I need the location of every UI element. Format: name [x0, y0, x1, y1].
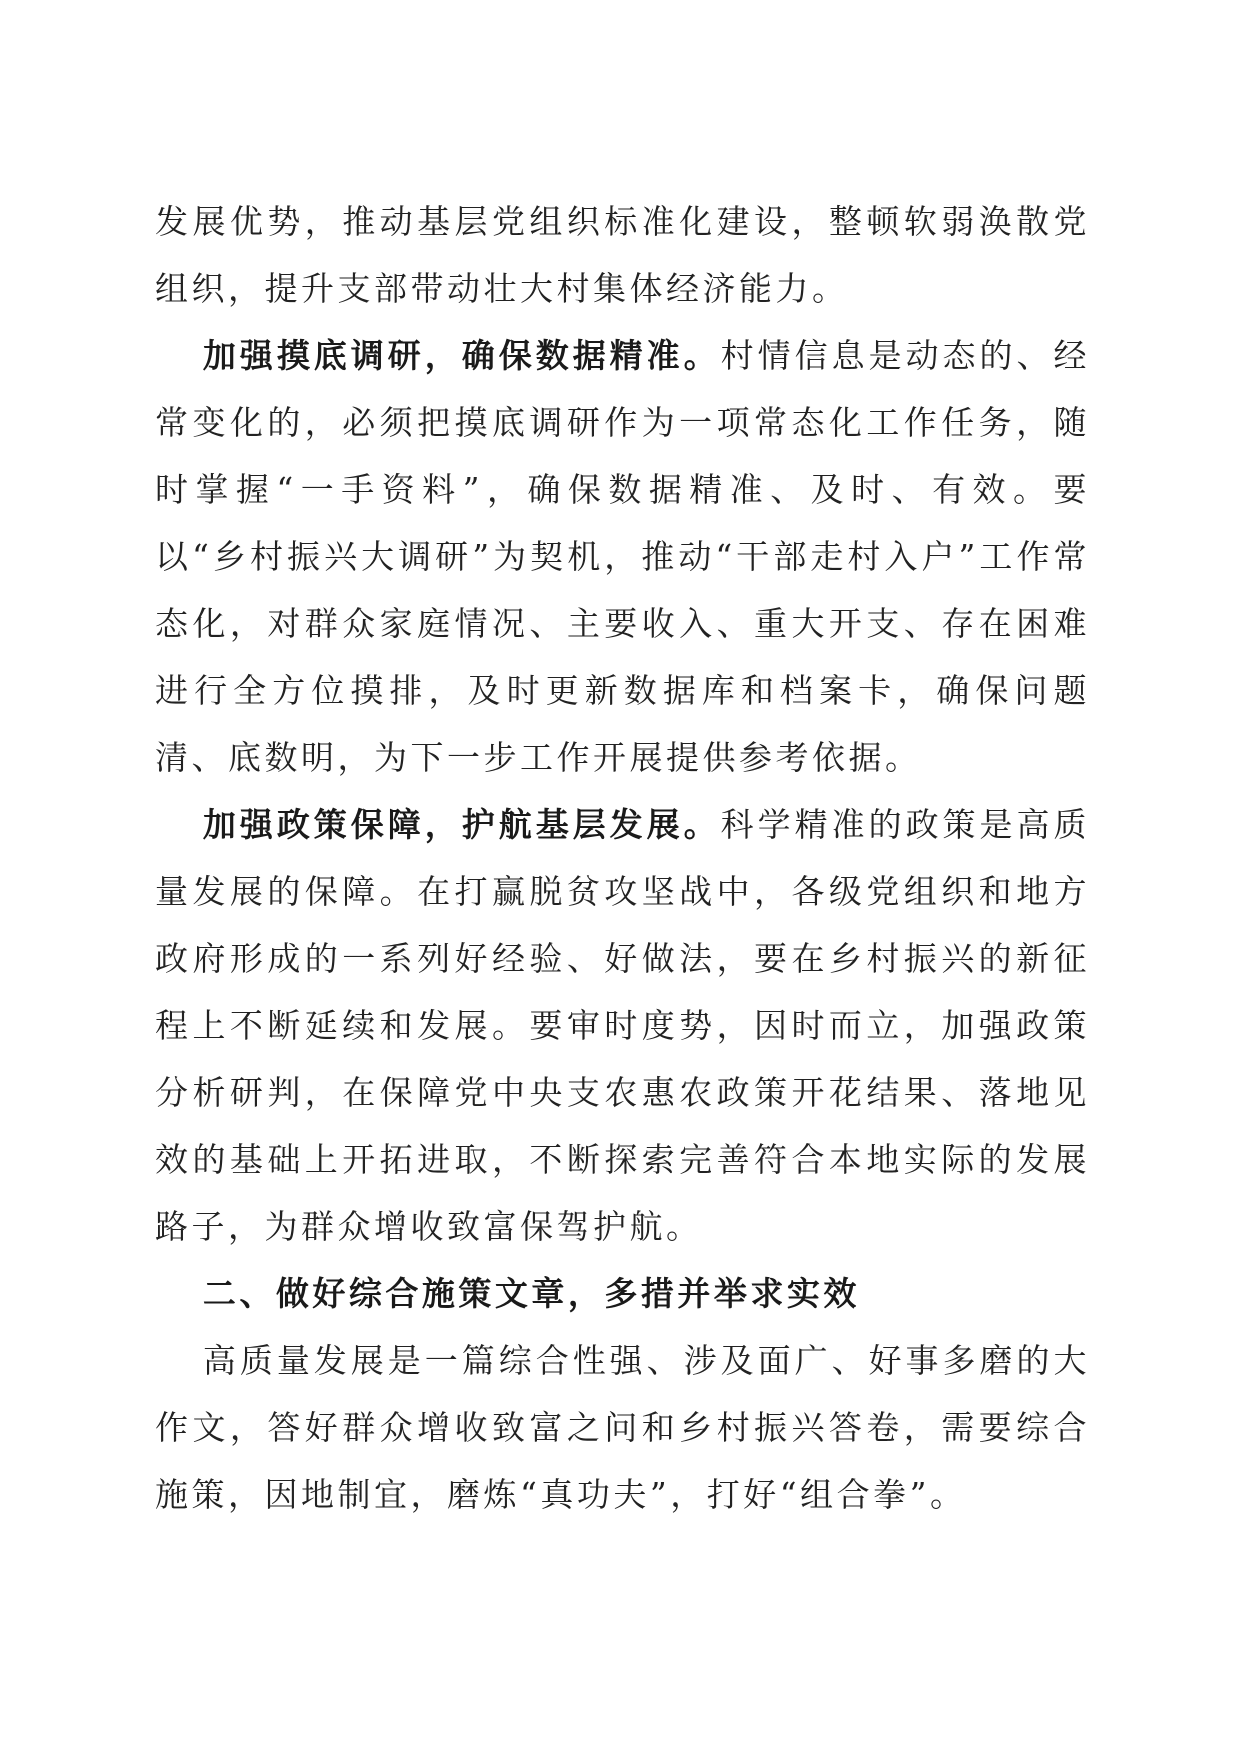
section-heading: 二、做好综合施策文章，多措并举求实效 — [202, 1274, 860, 1313]
paragraph-policy — [155, 791, 1090, 1260]
paragraph-survey — [155, 322, 1090, 791]
paragraph-text: 发展优势，推动基层党组织标准化建设，整顿软弱涣散党组织，提升支部带动壮大村集体经济能力。 — [155, 202, 1090, 308]
paragraph-continuation — [155, 188, 1090, 322]
paragraph-section-intro — [155, 1327, 1090, 1528]
paragraph-text: 高质量发展是一篇综合性强、涉及面广、好事多磨的大作文，答好群众增收致富之问和乡村振兴答卷，需要综合施策，因地制宜，磨炼“真功夫”，打好“组合拳”。 — [155, 1341, 1090, 1514]
paragraph-text: 科学精准的政策是高质量发展的保障。在打赢脱贫攻坚战中，各级党组织和地方政府形成的一系列好经验、好做法，要在乡村振兴的新征程上不断延续和发展。要审时度势，因时而立，加强政策分析研判，在保障党中央支农惠农政策开花结果、落地见效的基础上开拓进取，不断探索完善符合本地实际的发展路子，为群众增收致富保驾护航。 — [155, 805, 1091, 1246]
document-page — [155, 188, 1090, 1528]
paragraph-lead-bold: 加强摸底调研，确保数据精准。 — [202, 336, 721, 375]
paragraph-lead-bold: 加强政策保障，护航基层发展。 — [202, 805, 721, 844]
paragraph-text: 村情信息是动态的、经常变化的，必须把摸底调研作为一项常态化工作任务，随时掌握“一手资料”，确保数据精准、及时、有效。要以“乡村振兴大调研”为契机，推动“干部走村入户”工作常态化，对群众家庭情况、主要收入、重大开支、存在困难进行全方位摸排，及时更新数据库和档案卡，确保问题清、底数明，为下一步工作开展提供参考依据。 — [155, 336, 1091, 777]
